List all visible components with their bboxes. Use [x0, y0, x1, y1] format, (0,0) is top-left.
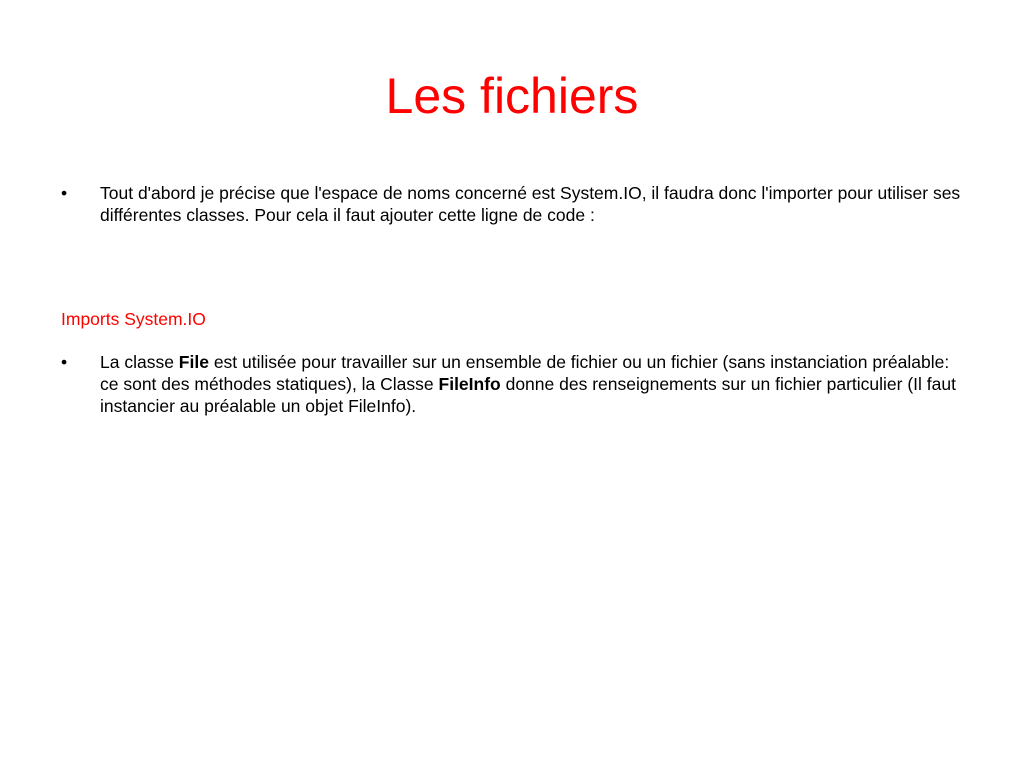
code-line: Imports System.IO [61, 309, 206, 329]
bullet-dot: • [61, 352, 68, 372]
bullet-item-namespace [61, 182, 961, 226]
bullet-item-classes [61, 351, 961, 417]
bullet-text-part3: donne des renseignements sur un fichier particulier (Il faut instancier au préalable un objet FileInfo). [100, 374, 956, 416]
slide-content [61, 182, 961, 417]
bullet-dot: • [61, 183, 68, 203]
bullet-text-part1: La classe [100, 352, 179, 372]
bullet-text-part2: est utilisée pour travailler sur un ensemble de fichier ou un fichier (sans instanciation préalable: ce sont des méthodes statiques), la Classe [100, 352, 950, 394]
bold-term-fileinfo: FileInfo [438, 374, 501, 394]
bullet-text: Tout d'abord je précise que l'espace de noms concerné est System.IO, il faudra donc l'importer pour utiliser ses différentes classes. Pour cela il faut ajouter cette ligne de code : [100, 183, 961, 225]
bold-term-file: File [178, 352, 209, 372]
slide-title: Les fichiers [385, 68, 639, 124]
